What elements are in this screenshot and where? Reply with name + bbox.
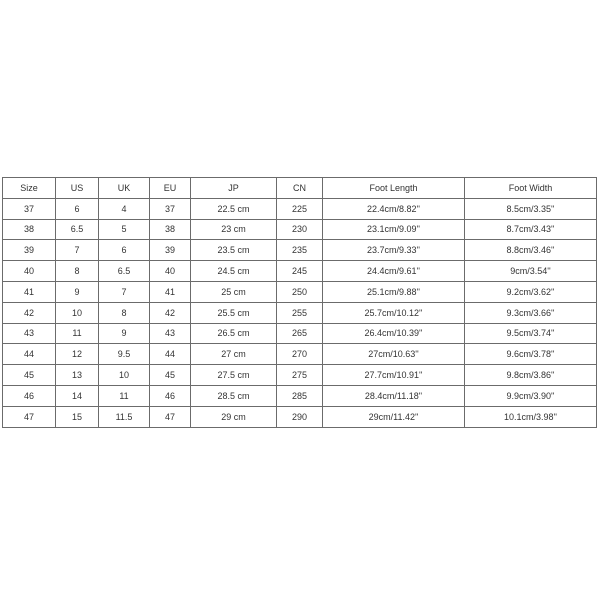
cell-size: 43	[3, 323, 56, 344]
cell-size: 45	[3, 365, 56, 386]
cell-foot-width: 9.9cm/3.90''	[465, 385, 597, 406]
header-eu: EU	[150, 178, 191, 199]
cell-foot-width: 9.3cm/3.66''	[465, 302, 597, 323]
header-foot-width: Foot Width	[465, 178, 597, 199]
table-row	[3, 198, 597, 219]
table-row	[3, 323, 597, 344]
cell-eu: 45	[150, 365, 191, 386]
cell-foot-width: 9.2cm/3.62''	[465, 281, 597, 302]
cell-foot-width: 9.6cm/3.78''	[465, 344, 597, 365]
size-chart-body	[3, 198, 597, 427]
table-row	[3, 281, 597, 302]
cell-uk: 8	[99, 302, 150, 323]
cell-foot-length: 25.1cm/9.88''	[323, 281, 465, 302]
cell-eu: 44	[150, 344, 191, 365]
cell-uk: 6	[99, 240, 150, 261]
cell-eu: 46	[150, 385, 191, 406]
cell-uk: 7	[99, 281, 150, 302]
cell-cn: 270	[277, 344, 323, 365]
cell-foot-width: 9cm/3.54''	[465, 261, 597, 282]
cell-jp: 28.5 cm	[191, 385, 277, 406]
cell-us: 8	[56, 261, 99, 282]
cell-jp: 22.5 cm	[191, 198, 277, 219]
cell-eu: 41	[150, 281, 191, 302]
cell-eu: 37	[150, 198, 191, 219]
table-row	[3, 219, 597, 240]
cell-cn: 250	[277, 281, 323, 302]
cell-jp: 27.5 cm	[191, 365, 277, 386]
cell-foot-length: 29cm/11.42''	[323, 406, 465, 427]
cell-eu: 38	[150, 219, 191, 240]
cell-eu: 43	[150, 323, 191, 344]
cell-jp: 25.5 cm	[191, 302, 277, 323]
table-row	[3, 365, 597, 386]
cell-foot-length: 22.4cm/8.82''	[323, 198, 465, 219]
cell-jp: 25 cm	[191, 281, 277, 302]
header-row	[3, 178, 597, 199]
cell-size: 37	[3, 198, 56, 219]
cell-cn: 235	[277, 240, 323, 261]
cell-foot-length: 27cm/10.63''	[323, 344, 465, 365]
cell-cn: 290	[277, 406, 323, 427]
cell-uk: 6.5	[99, 261, 150, 282]
table-row	[3, 302, 597, 323]
cell-uk: 9.5	[99, 344, 150, 365]
cell-us: 14	[56, 385, 99, 406]
cell-uk: 4	[99, 198, 150, 219]
cell-foot-length: 24.4cm/9.61''	[323, 261, 465, 282]
cell-cn: 265	[277, 323, 323, 344]
cell-eu: 40	[150, 261, 191, 282]
cell-size: 38	[3, 219, 56, 240]
cell-foot-length: 26.4cm/10.39''	[323, 323, 465, 344]
cell-uk: 11.5	[99, 406, 150, 427]
cell-uk: 5	[99, 219, 150, 240]
cell-eu: 39	[150, 240, 191, 261]
cell-jp: 24.5 cm	[191, 261, 277, 282]
cell-foot-width: 9.5cm/3.74''	[465, 323, 597, 344]
size-chart-header	[3, 178, 597, 199]
cell-size: 41	[3, 281, 56, 302]
table-row	[3, 261, 597, 282]
header-uk: UK	[99, 178, 150, 199]
table-row	[3, 240, 597, 261]
cell-foot-length: 23.1cm/9.09''	[323, 219, 465, 240]
cell-cn: 230	[277, 219, 323, 240]
cell-us: 10	[56, 302, 99, 323]
cell-us: 11	[56, 323, 99, 344]
cell-us: 12	[56, 344, 99, 365]
cell-uk: 10	[99, 365, 150, 386]
cell-us: 15	[56, 406, 99, 427]
cell-jp: 23 cm	[191, 219, 277, 240]
header-cn: CN	[277, 178, 323, 199]
cell-jp: 27 cm	[191, 344, 277, 365]
cell-foot-width: 10.1cm/3.98''	[465, 406, 597, 427]
cell-jp: 26.5 cm	[191, 323, 277, 344]
cell-foot-length: 27.7cm/10.91''	[323, 365, 465, 386]
cell-foot-length: 28.4cm/11.18''	[323, 385, 465, 406]
cell-size: 40	[3, 261, 56, 282]
header-us: US	[56, 178, 99, 199]
cell-cn: 225	[277, 198, 323, 219]
cell-cn: 275	[277, 365, 323, 386]
cell-size: 44	[3, 344, 56, 365]
cell-us: 6	[56, 198, 99, 219]
cell-jp: 29 cm	[191, 406, 277, 427]
cell-size: 42	[3, 302, 56, 323]
cell-foot-width: 8.8cm/3.46''	[465, 240, 597, 261]
table-row	[3, 344, 597, 365]
header-foot-length: Foot Length	[323, 178, 465, 199]
cell-us: 13	[56, 365, 99, 386]
cell-eu: 42	[150, 302, 191, 323]
cell-size: 47	[3, 406, 56, 427]
cell-foot-width: 9.8cm/3.86''	[465, 365, 597, 386]
cell-jp: 23.5 cm	[191, 240, 277, 261]
header-size: Size	[3, 178, 56, 199]
header-jp: JP	[191, 178, 277, 199]
table-row	[3, 406, 597, 427]
cell-us: 9	[56, 281, 99, 302]
cell-eu: 47	[150, 406, 191, 427]
cell-us: 7	[56, 240, 99, 261]
cell-foot-width: 8.7cm/3.43''	[465, 219, 597, 240]
cell-size: 39	[3, 240, 56, 261]
cell-foot-width: 8.5cm/3.35''	[465, 198, 597, 219]
cell-uk: 11	[99, 385, 150, 406]
cell-uk: 9	[99, 323, 150, 344]
size-chart-table	[2, 177, 597, 428]
cell-cn: 245	[277, 261, 323, 282]
cell-cn: 285	[277, 385, 323, 406]
cell-cn: 255	[277, 302, 323, 323]
cell-foot-length: 23.7cm/9.33''	[323, 240, 465, 261]
table-row	[3, 385, 597, 406]
cell-foot-length: 25.7cm/10.12''	[323, 302, 465, 323]
cell-us: 6.5	[56, 219, 99, 240]
cell-size: 46	[3, 385, 56, 406]
